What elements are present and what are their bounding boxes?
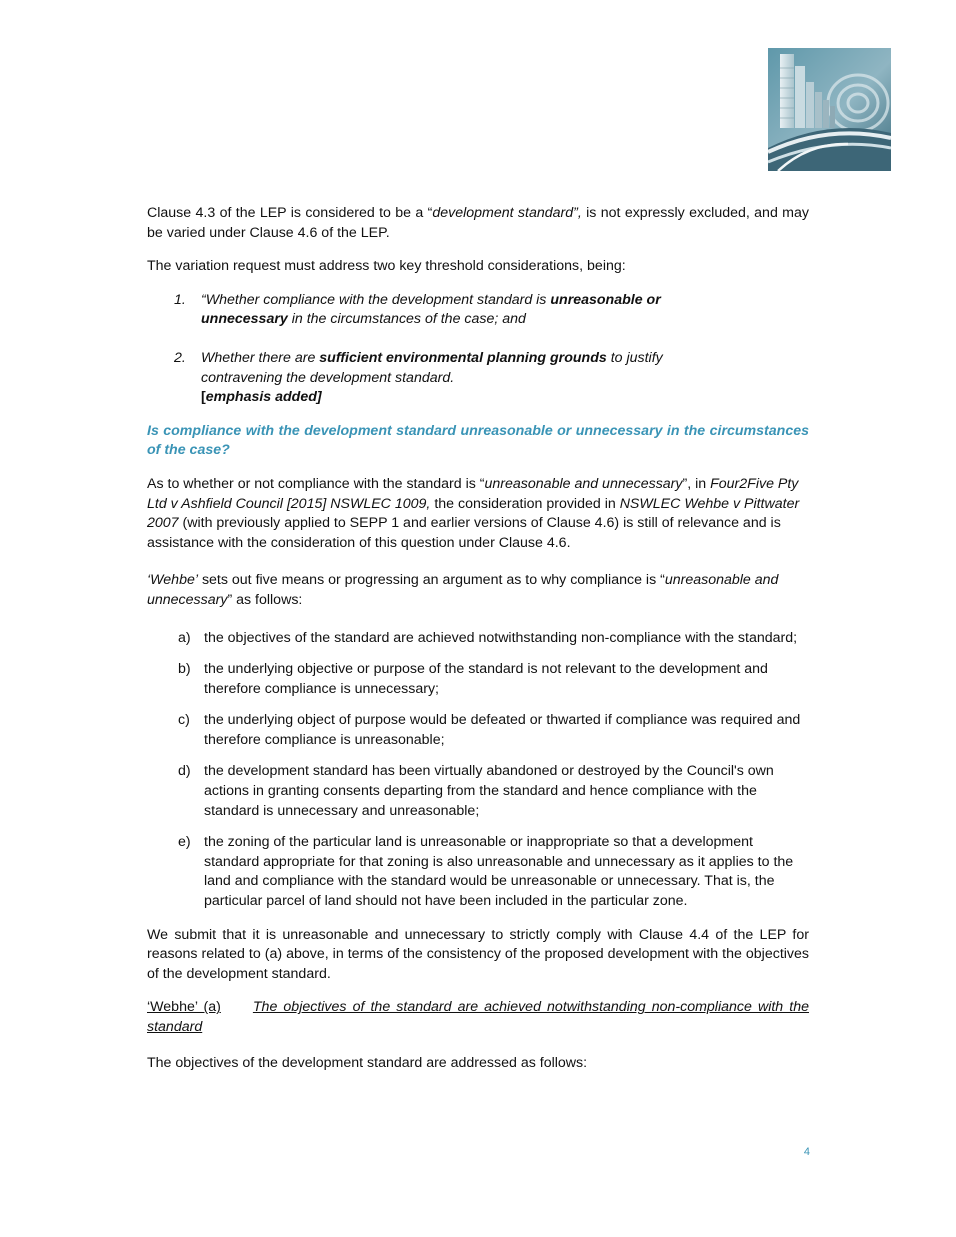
list-item: a) the objectives of the standard are achieved notwithstanding non-compliance with the standard;	[178, 629, 798, 646]
wehbe-intro-paragraph: ‘Wehbe’ sets out five means or progressing an argument as to why compliance is “unreasonable and unnecessary” as follows:	[147, 572, 779, 608]
list-item: d) the development standard has been virtually abandoned or destroyed by the Council's own actions in granting consents departing from the standard and hence compliance with the standard is unnecessary and unreasonable;	[178, 763, 774, 819]
building-skyline-logo-icon	[768, 48, 891, 171]
objectives-intro-paragraph: The objectives of the development standard are addressed as follows:	[147, 1054, 588, 1071]
threshold-list	[174, 291, 809, 408]
emphasis-note: [emphasis added]	[201, 389, 322, 406]
list-item: c) the underlying object of purpose would be defeated or thwarted if compliance was required and therefore compliance is unreasonable;	[178, 712, 801, 748]
page-number: 4	[803, 1146, 810, 1158]
wehbe-list	[178, 629, 809, 912]
section-heading: Is compliance with the development standard unreasonable or unnecessary in the circumstances of the case?	[147, 422, 809, 459]
submission-paragraph: We submit that it is unreasonable and unnecessary to strictly comply with Clause 4.4 of the LEP for reasons related to (a) above, in terms of the consistency of the proposed development with the objectives of the development standard.	[147, 926, 809, 982]
list-item: 1. “Whether compliance with the development standard is unreasonable or unnecessary in the circumstances of the case; and	[174, 291, 661, 328]
wehbe-a-subheading: ‘Webhe’ (a) The objectives of the standard are achieved notwithstanding non-compliance with the standard	[147, 999, 809, 1035]
list-item: 2. Whether there are sufficient environmental planning grounds to justify contravening the development standard. [emphasis added]	[174, 349, 663, 406]
list-item: b) the underlying objective or purpose of the standard is not relevant to the development and therefore compliance is unnecessary;	[178, 661, 768, 697]
document-body	[147, 204, 809, 1073]
threshold-intro-paragraph: The variation request must address two key threshold considerations, being:	[147, 258, 626, 275]
four2five-paragraph: As to whether or not compliance with the standard is “unreasonable and unnecessary”, in Four2Five Pty Ltd v Ashfield Council [2015] NSWLEC 1009, the consideration provided in NSWLEC Wehbe v Pittwater 2007 (with previously applied to SEPP 1 and earlier versions of Clause 4.6) is still of relevance and is assistance with the consideration of this question under Clause 4.6.	[147, 475, 800, 551]
clause-intro-paragraph: Clause 4.3 of the LEP is considered to be a “development standard”, is not expressly excluded, and may be varied under Clause 4.6 of the LEP.	[147, 205, 809, 241]
list-item: e) the zoning of the particular land is unreasonable or inappropriate so that a development standard appropriate for that zoning is also unreasonable and unnecessary as it applies to the land and compliance with the standard would be unreasonable or unnecessary. That is, the particular parcel of land should not have been included in the particular zone.	[178, 834, 794, 910]
